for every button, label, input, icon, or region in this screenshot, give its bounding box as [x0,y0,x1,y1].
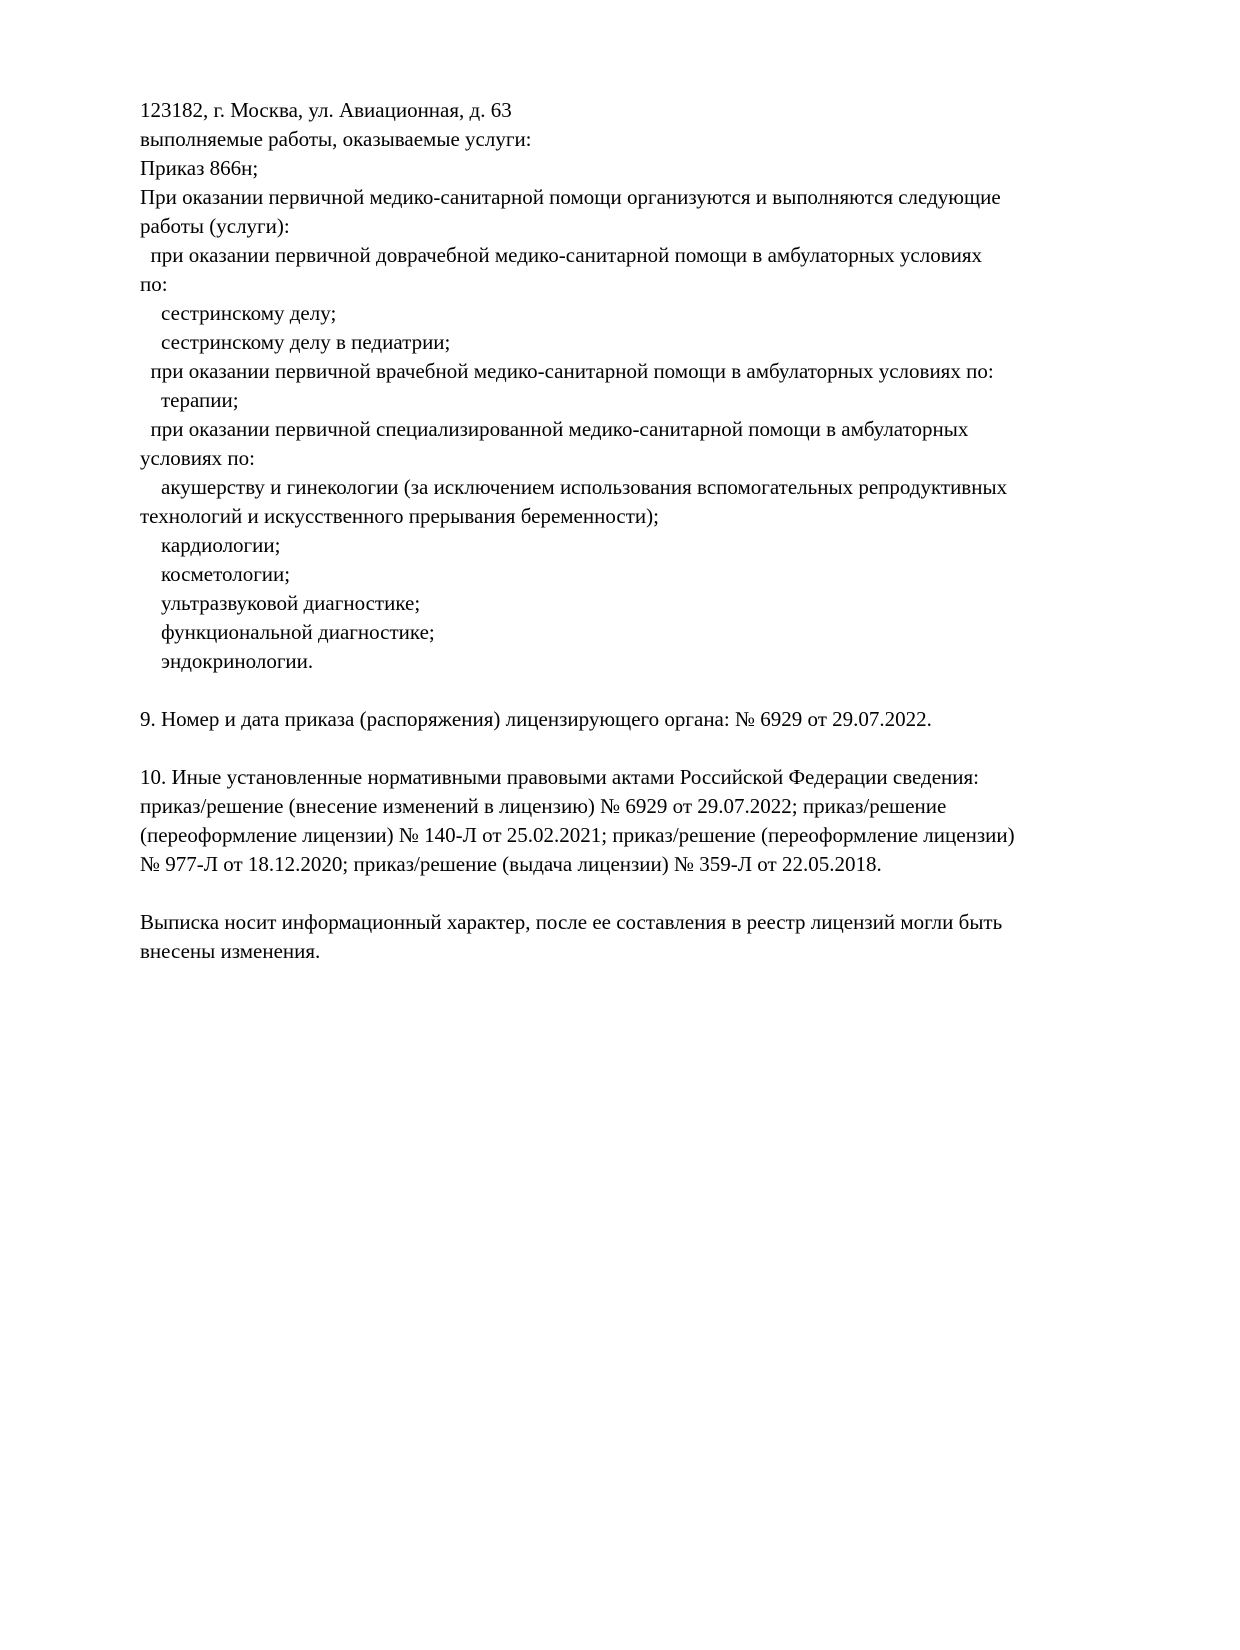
service-item-cardiology: кардиологии; [140,533,281,557]
works-services-heading: выполняемые работы, оказываемые услуги: [140,127,532,151]
disclaimer-line-1: Выписка носит информационный характер, после ее составления в реестр лицензий могли быть [140,910,1003,934]
paragraph-9-order-number: 9. Номер и дата приказа (распоряжения) лицензирующего органа: № 6929 от 29.07.2022. [140,707,932,731]
blank-separator [140,879,1150,908]
physician-care-line: при оказании первичной врачебной медико-санитарной помощи в амбулаторных условиях по: [140,359,994,383]
specialized-care-line-1: при оказании первичной специализированной медико-санитарной помощи в амбулаторных [140,417,969,441]
service-item-nursing: сестринскому делу; [140,301,337,325]
primary-care-intro-line-1: При оказании первичной медико-санитарной помощи организуются и выполняются следующие [140,185,1001,209]
blank-separator [140,734,1150,763]
service-item-endocrinology: эндокринологии. [140,649,314,673]
order-866n-line: Приказ 866н; [140,156,259,180]
service-item-cosmetology: косметологии; [140,562,291,586]
paragraph-10-line-2: приказ/решение (внесение изменений в лицензию) № 6929 от 29.07.2022; приказ/решение [140,794,947,818]
license-extract-text [140,96,1150,966]
specialized-care-line-2: условиях по: [140,446,255,470]
pre-medical-care-line-2: по: [140,272,168,296]
service-item-ultrasound: ультразвуковой диагностике; [140,591,421,615]
disclaimer-line-2: внесены изменения. [140,939,321,963]
paragraph-10-line-4: № 977-Л от 18.12.2020; приказ/решение (выдача лицензии) № 359-Л от 22.05.2018. [140,852,882,876]
pre-medical-care-line-1: при оказании первичной доврачебной медико-санитарной помощи в амбулаторных условиях [140,243,983,267]
primary-care-intro-line-2: работы (услуги): [140,214,290,238]
service-item-therapy: терапии; [140,388,239,412]
address-line: 123182, г. Москва, ул. Авиационная, д. 63 [140,98,512,122]
service-item-nursing-pediatrics: сестринскому делу в педиатрии; [140,330,451,354]
paragraph-10-line-1: 10. Иные установленные нормативными правовыми актами Российской Федерации сведения: [140,765,980,789]
blank-separator [140,676,1150,705]
service-item-functional-diagnostics: функциональной диагностике; [140,620,435,644]
service-item-obstetrics-line-1: акушерству и гинекологии (за исключением использования вспомогательных репродуктивных [140,475,1008,499]
service-item-obstetrics-line-2: технологий и искусственного прерывания беременности); [140,504,659,528]
paragraph-10-line-3: (переоформление лицензии) № 140-Л от 25.02.2021; приказ/решение (переоформление лицензии) [140,823,1015,847]
